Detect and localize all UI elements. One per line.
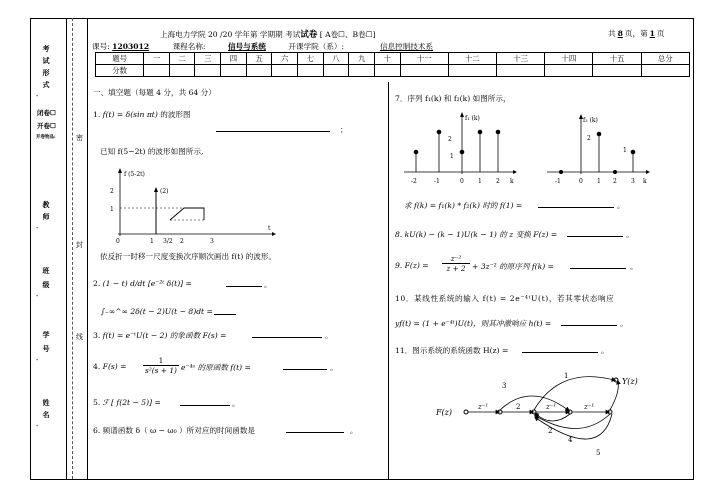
course-info-row <box>92 41 467 52</box>
sfg-top2-label: 1 <box>564 372 569 380</box>
q2-expression: (1 − t) d/dt [e⁻²ᵗ δ(t)] = <box>102 279 192 288</box>
score-table <box>95 52 690 77</box>
q3-number: 3. <box>93 331 101 340</box>
q8-answer-line[interactable] <box>567 236 623 237</box>
open-book-items-label: 开卷物品: <box>36 135 56 140</box>
q1-end: ； <box>340 125 348 134</box>
page-mid-label: 页，第 <box>624 29 648 38</box>
score-header-cell: 三 <box>195 53 221 65</box>
sfg-node-4 <box>608 410 612 414</box>
f1-dot-m1 <box>437 130 442 135</box>
course-name-label: 课程名称: <box>172 42 206 51</box>
sidebar-ming: 名 <box>42 410 50 419</box>
f1-dot-1 <box>478 130 483 135</box>
f2-dot-3 <box>631 150 636 155</box>
sfg-g3-label: z⁻¹ <box>546 403 557 411</box>
sfg-branch-top1 <box>500 396 568 410</box>
score-input-cell[interactable] <box>323 65 349 77</box>
q7-dot: 。 <box>617 201 625 210</box>
score-header-cell: 题号 <box>96 53 144 65</box>
f1-dot-m2 <box>414 150 419 155</box>
question-4 <box>93 362 127 371</box>
score-input-cell[interactable] <box>593 65 641 77</box>
fig1-ramp <box>170 208 204 220</box>
fig1-ylabel: f (5-2t) <box>124 171 145 178</box>
sidebar-jiao: 教 <box>42 200 50 209</box>
q2-answer-line[interactable] <box>226 286 262 287</box>
q1b-text: 已知 f(5−2t) 的波形如图所示, <box>100 147 204 156</box>
q5-expression: ℱ [ f(2t − 5)] = <box>102 398 161 407</box>
score-value-row <box>96 65 690 77</box>
q8-dot: 。 <box>626 230 634 239</box>
score-header-cell: 十 <box>374 53 400 65</box>
q4-fraction <box>143 356 179 375</box>
course-name-field[interactable]: 信号与系统 <box>227 42 266 51</box>
college-label: 开课学院（系）: <box>288 42 345 51</box>
question-11: 11．图示系统的系统函数 H(z) = <box>395 346 509 355</box>
q1c-text: 依反折一时移一尺度变换次序顺次画出 f(t) 的波形。 <box>100 252 277 261</box>
score-header-cell: 十五 <box>593 53 641 65</box>
f1-x-0: 0 <box>460 178 464 185</box>
q3-answer-line[interactable] <box>252 337 322 338</box>
sidebar-dash-5: - <box>36 422 39 430</box>
q10-answer-line[interactable] <box>561 325 617 326</box>
f1-y2: 2 <box>448 136 452 143</box>
f2-x-3: 3 <box>631 178 635 185</box>
sfg-top1-label: 3 <box>502 382 507 390</box>
f2-x-2: 2 <box>613 178 617 185</box>
f2-dot-1 <box>597 132 602 137</box>
sidebar-xing: 形 <box>42 68 50 77</box>
college-field[interactable]: 信息控制技术系 <box>379 42 434 51</box>
fig1-t-arrow <box>272 232 276 236</box>
f1-dot-0 <box>460 150 465 155</box>
column-divider <box>388 82 389 479</box>
question-8: 8. kU(k) − (k − 1)U(k − 1) 的 z 变换 F(z) = <box>395 230 558 239</box>
f2-label: f₂ (k) <box>583 117 598 124</box>
q2b-expression: ∫₋∞^∞ 2δ(t − 2)U(t − 8)dt = <box>101 307 213 316</box>
q6-answer-line[interactable] <box>286 432 344 433</box>
f2-y2: 2 <box>587 135 591 142</box>
q2b-answer-line[interactable] <box>214 314 236 315</box>
f2-dot-m1 <box>559 170 563 174</box>
question-2 <box>93 279 192 288</box>
binding-line-left <box>66 18 67 479</box>
score-header-cell: 十二 <box>448 53 496 65</box>
score-input-cell[interactable] <box>144 65 170 77</box>
sfg-fb3-label: 5 <box>596 449 601 457</box>
q4-number: 4. <box>93 362 101 371</box>
question-7: 7．序列 f₁(k) 和 f₂(k) 如图所示， <box>395 94 511 103</box>
q9-answer-line[interactable] <box>570 268 626 269</box>
score-header-cell: 十四 <box>545 53 593 65</box>
score-header-cell: 十一 <box>400 53 448 65</box>
q9-fraction-numerator: z⁻² <box>442 254 470 264</box>
f2-x-m1: -1 <box>555 178 561 185</box>
q6-number: 6. <box>93 426 101 435</box>
question-10-line2: yf(t) = (1 + e⁻⁴ᵗ)U(t)，则其冲激响应 h(t) = <box>395 319 552 328</box>
question-3 <box>93 330 227 341</box>
f1-x-1: 1 <box>478 178 482 185</box>
f1-k-arrow <box>513 170 517 174</box>
sfg-node-2 <box>532 410 536 414</box>
exam-header-text: 上海电力学院 20 /20 学年第 学期期 考试 <box>160 30 301 39</box>
score-header-cell: 八 <box>323 53 349 65</box>
sfg-branch-out <box>610 382 618 410</box>
q11-answer-line[interactable] <box>522 352 598 353</box>
score-header-cell: 二 <box>169 53 195 65</box>
fig1-y2: 2 <box>110 188 114 195</box>
score-input-cell[interactable] <box>246 65 272 77</box>
score-header-cell: 九 <box>349 53 375 65</box>
fig1-x1: 1 <box>150 238 154 245</box>
sidebar-shi: 试 <box>42 56 50 65</box>
sidebar-xue: 学 <box>42 330 50 339</box>
f1-y1: 1 <box>450 153 454 160</box>
sfg-output-label: Y(z) <box>622 377 638 386</box>
q10-dot: 。 <box>620 319 628 328</box>
fig1-impulse-arrow <box>154 187 158 192</box>
question-5 <box>93 398 161 407</box>
score-input-cell[interactable] <box>298 65 324 77</box>
score-input-cell[interactable] <box>195 65 221 77</box>
question-1 <box>93 109 191 120</box>
q1-expression: f(t) = δ(sin πt) <box>102 110 158 119</box>
course-no-label: 课号: <box>92 42 110 51</box>
course-no-field[interactable]: 1203012 <box>112 42 150 51</box>
f2-x-0: 0 <box>579 178 583 185</box>
f1-x-m1: -1 <box>434 178 440 185</box>
f2-k-arrow <box>646 170 650 174</box>
q5-answer-line[interactable] <box>180 405 230 406</box>
seal-xian: 线 <box>76 333 83 341</box>
f2-x-k: k <box>643 178 647 185</box>
sidebar-dash-3: - <box>36 292 39 300</box>
score-header-cell: 一 <box>144 53 170 65</box>
score-input-cell[interactable] <box>169 65 195 77</box>
figure-f1-k <box>402 108 520 188</box>
q4-fraction-denominator: s²(s + 1) <box>145 366 177 375</box>
score-input-cell[interactable] <box>221 65 247 77</box>
sidebar-shi2: 式 <box>42 80 50 89</box>
score-input-cell[interactable] <box>497 65 545 77</box>
seal-feng: 封 <box>76 241 83 249</box>
sidebar-xing2: 姓 <box>42 398 50 407</box>
q4-dot: 。 <box>330 363 338 372</box>
score-input-cell[interactable] <box>641 65 689 77</box>
score-header-cell: 四 <box>221 53 247 65</box>
question-6 <box>93 425 255 436</box>
q9-lhs: 9. F(z) = <box>395 261 429 270</box>
figure-f-5-2t <box>100 164 280 248</box>
fig1-x32: 3/2 <box>163 238 173 245</box>
sfg-input-label: F(z) <box>436 408 453 417</box>
q2-dot: 。 <box>264 280 272 289</box>
q1-number: 1. <box>93 110 101 119</box>
sidebar-dash-4: - <box>36 356 39 364</box>
f1-x-2: 2 <box>496 178 500 185</box>
score-header-cell: 十三 <box>497 53 545 65</box>
f2-x-1: 1 <box>597 178 601 185</box>
closed-book-checkbox[interactable]: 闭卷☐ <box>37 109 56 117</box>
f1-x-k: k <box>510 178 514 185</box>
q4-lhs: F(s) = <box>102 362 127 371</box>
page-indicator <box>608 28 665 39</box>
score-input-cell[interactable] <box>374 65 400 77</box>
q6-dot: 。 <box>350 426 358 435</box>
q6-text: 频谱函数 δ（ ω − ω₀ ）所对应的时间函数是 <box>102 426 256 435</box>
q2-number: 2. <box>93 279 101 288</box>
signal-flow-graph <box>430 362 670 470</box>
score-input-cell[interactable] <box>349 65 375 77</box>
question-2b <box>101 307 213 316</box>
page-total: 8 <box>617 29 623 38</box>
sfg-node-3 <box>568 410 572 414</box>
fig1-x3: 3 <box>210 238 214 245</box>
q4-fraction-numerator: 1 <box>143 356 179 366</box>
q9-fraction <box>442 254 470 273</box>
score-input-cell[interactable] <box>448 65 496 77</box>
sfg-fb1-label: 2 <box>548 427 553 435</box>
score-input-cell[interactable] <box>272 65 298 77</box>
fig1-impulse-label: (2) <box>160 188 169 195</box>
sidebar-dash-2: - <box>36 224 39 232</box>
score-header-cell: 七 <box>298 53 324 65</box>
exam-paper-type[interactable]: [ A卷☐、B卷☐] <box>319 30 376 39</box>
section-title: 一、填空题（每题 4 分，共 64 分） <box>93 88 216 97</box>
score-header-cell: 总分 <box>641 53 689 65</box>
sidebar-shi3: 师 <box>42 212 50 221</box>
exam-header-paper: 试卷 <box>300 30 318 40</box>
score-input-cell[interactable] <box>545 65 593 77</box>
fig1-y1: 1 <box>110 206 114 213</box>
score-input-cell[interactable] <box>400 65 448 77</box>
sfg-feedback-1 <box>536 414 570 421</box>
sidebar-ji: 级 <box>42 280 50 289</box>
sfg-output-node <box>614 378 618 382</box>
sidebar-hao: 号 <box>42 344 50 353</box>
binding-line-right <box>87 18 88 479</box>
sfg-node-0 <box>464 410 468 414</box>
fig1-x2: 2 <box>180 238 184 245</box>
binding-dashed-line <box>72 18 73 479</box>
q4-answer-line[interactable] <box>283 369 327 370</box>
fig1-x0: 0 <box>116 238 120 245</box>
q9-dot: 。 <box>630 262 638 271</box>
fig1-y-arrow <box>118 168 122 173</box>
q9-rest: + 3z⁻² 的原序列 f(k) = <box>472 262 554 271</box>
q1-suffix: 的波形图 <box>160 110 191 119</box>
f1-x-m2: -2 <box>411 178 417 185</box>
q5-number: 5. <box>93 398 101 407</box>
sfg-node-1 <box>498 410 502 414</box>
q1-answer-line[interactable] <box>216 131 330 132</box>
open-book-checkbox[interactable]: 开卷☐ <box>37 122 56 130</box>
f1-y-arrow <box>460 112 464 117</box>
q9-fraction-denominator: z + 2 <box>446 264 466 273</box>
score-row-label: 分数 <box>96 65 144 77</box>
page-total-label: 共 <box>608 29 616 38</box>
sfg-g1-label: z⁻¹ <box>478 403 489 411</box>
sfg-fb2-label: 4 <box>568 436 573 444</box>
fig1-t: t <box>268 225 271 232</box>
f1-dot-2 <box>496 130 501 135</box>
f2-dot-2 <box>613 170 617 174</box>
sidebar-ban: 班 <box>42 266 50 275</box>
f2-y1: 1 <box>623 147 627 154</box>
figure-f2-k <box>545 112 655 188</box>
score-header-cell: 五 <box>246 53 272 65</box>
score-header-row <box>96 53 690 65</box>
q5-dot: 。 <box>232 399 240 408</box>
q7-answer-line[interactable] <box>538 207 614 208</box>
sidebar-dash-1: - <box>36 92 39 100</box>
q11-dot: 。 <box>601 346 609 355</box>
page-end-label: 页 <box>656 29 665 38</box>
sfg-g4-label: z⁻¹ <box>584 403 595 411</box>
sfg-g2-label: 2 <box>516 403 521 411</box>
q3-expression: f(t) = e⁻ᵗU(t − 2) 的象函数 F(s) = <box>102 331 227 340</box>
q3-dot: 。 <box>325 331 333 340</box>
q4-exp: e⁻⁴ˢ 的原函数 f(t) = <box>181 363 251 372</box>
exam-header-title <box>160 28 376 40</box>
q7-ask: 求 f(k) = f₁(k) * f₂(k) 时的 f(1) = <box>404 201 523 210</box>
page-number: 1 <box>649 29 655 38</box>
f1-label: f₁ (k) <box>465 115 480 122</box>
sidebar-kao: 考 <box>42 44 50 53</box>
score-header-cell: 六 <box>272 53 298 65</box>
seal-mi: 密 <box>76 134 83 142</box>
question-10-line1: 10．某线性系统的输入 f(t) = 2e⁻⁴ᵗU(t)，若其零状态响应 <box>395 294 615 303</box>
